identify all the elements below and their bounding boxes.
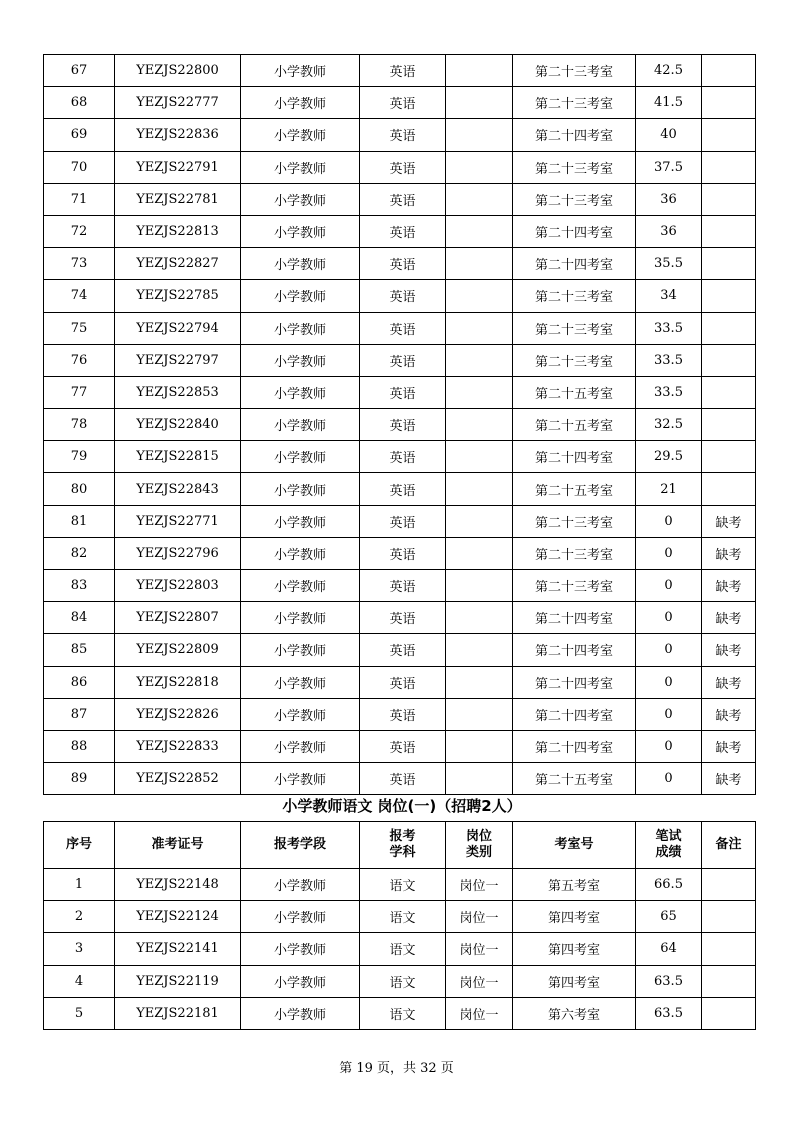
room-cell: 第四考室	[513, 901, 636, 933]
subject-cell: 英语	[360, 376, 446, 408]
exam-id-cell: YEZJS22809	[115, 634, 241, 666]
seq-cell: 85	[44, 634, 115, 666]
room-cell: 第四考室	[513, 965, 636, 997]
stage-cell: 小学教师	[241, 215, 360, 247]
room-cell: 第二十四考室	[513, 698, 636, 730]
exam-id-cell: YEZJS22852	[115, 763, 241, 795]
room-cell: 第四考室	[513, 933, 636, 965]
remark-cell	[702, 151, 756, 183]
table-row	[44, 933, 756, 965]
remark-cell	[702, 376, 756, 408]
post-type-cell	[446, 602, 513, 634]
remark-cell: 缺考	[702, 763, 756, 795]
subject-cell: 英语	[360, 344, 446, 376]
remark-cell: 缺考	[702, 730, 756, 762]
table-row	[44, 441, 756, 473]
subject-cell: 英语	[360, 119, 446, 151]
exam-id-cell: YEZJS22771	[115, 505, 241, 537]
exam-id-cell: YEZJS22781	[115, 183, 241, 215]
seq-cell: 81	[44, 505, 115, 537]
score-cell: 0	[636, 730, 702, 762]
post-type-cell: 岗位一	[446, 997, 513, 1029]
score-cell: 0	[636, 602, 702, 634]
subject-cell: 英语	[360, 312, 446, 344]
table-row	[44, 183, 756, 215]
score-cell: 35.5	[636, 248, 702, 280]
score-cell: 0	[636, 666, 702, 698]
room-cell: 第五考室	[513, 869, 636, 901]
exam-id-cell: YEZJS22800	[115, 55, 241, 87]
exam-id-cell: YEZJS22181	[115, 997, 241, 1029]
remark-cell: 缺考	[702, 666, 756, 698]
room-cell: 第二十三考室	[513, 344, 636, 376]
post-type-cell	[446, 280, 513, 312]
remark-cell	[702, 869, 756, 901]
room-cell: 第二十三考室	[513, 151, 636, 183]
score-table-english	[43, 54, 756, 795]
subject-cell: 语文	[360, 997, 446, 1029]
exam-id-cell: YEZJS22124	[115, 901, 241, 933]
table-row	[44, 869, 756, 901]
exam-id-cell: YEZJS22826	[115, 698, 241, 730]
remark-cell: 缺考	[702, 505, 756, 537]
table-row	[44, 409, 756, 441]
seq-cell: 79	[44, 441, 115, 473]
remark-cell	[702, 344, 756, 376]
remark-cell	[702, 183, 756, 215]
post-type-cell	[446, 666, 513, 698]
column-header: 岗位 类别	[446, 822, 513, 869]
table-row	[44, 151, 756, 183]
table-row	[44, 537, 756, 569]
remark-cell	[702, 215, 756, 247]
page-footer: 第 19 页，共 32 页	[339, 1061, 454, 1076]
stage-cell: 小学教师	[241, 997, 360, 1029]
score-cell: 37.5	[636, 151, 702, 183]
subject-cell: 英语	[360, 505, 446, 537]
table-row	[44, 730, 756, 762]
room-cell: 第二十四考室	[513, 248, 636, 280]
exam-id-cell: YEZJS22141	[115, 933, 241, 965]
remark-cell: 缺考	[702, 634, 756, 666]
score-cell: 34	[636, 280, 702, 312]
room-cell: 第二十四考室	[513, 634, 636, 666]
post-type-cell	[446, 570, 513, 602]
seq-cell: 89	[44, 763, 115, 795]
subject-cell: 英语	[360, 215, 446, 247]
seq-cell: 88	[44, 730, 115, 762]
score-cell: 64	[636, 933, 702, 965]
subject-cell: 语文	[360, 933, 446, 965]
room-cell: 第二十五考室	[513, 409, 636, 441]
stage-cell: 小学教师	[241, 901, 360, 933]
score-cell: 42.5	[636, 55, 702, 87]
room-cell: 第二十五考室	[513, 376, 636, 408]
stage-cell: 小学教师	[241, 280, 360, 312]
remark-cell	[702, 280, 756, 312]
exam-id-cell: YEZJS22785	[115, 280, 241, 312]
seq-cell: 67	[44, 55, 115, 87]
post-type-cell	[446, 441, 513, 473]
stage-cell: 小学教师	[241, 55, 360, 87]
room-cell: 第二十三考室	[513, 570, 636, 602]
table-row	[44, 634, 756, 666]
seq-cell: 75	[44, 312, 115, 344]
stage-cell: 小学教师	[241, 312, 360, 344]
table-row	[44, 570, 756, 602]
seq-cell: 78	[44, 409, 115, 441]
stage-cell: 小学教师	[241, 119, 360, 151]
subject-cell: 语文	[360, 965, 446, 997]
room-cell: 第二十三考室	[513, 55, 636, 87]
remark-cell	[702, 55, 756, 87]
seq-cell: 83	[44, 570, 115, 602]
table-row	[44, 248, 756, 280]
score-cell: 0	[636, 537, 702, 569]
seq-cell: 73	[44, 248, 115, 280]
room-cell: 第六考室	[513, 997, 636, 1029]
score-cell: 33.5	[636, 376, 702, 408]
exam-id-cell: YEZJS22833	[115, 730, 241, 762]
table-row	[44, 87, 756, 119]
post-type-cell	[446, 634, 513, 666]
subject-cell: 英语	[360, 634, 446, 666]
remark-cell	[702, 248, 756, 280]
post-type-cell	[446, 248, 513, 280]
table-row	[44, 215, 756, 247]
exam-id-cell: YEZJS22807	[115, 602, 241, 634]
table-row	[44, 473, 756, 505]
score-cell: 0	[636, 570, 702, 602]
exam-id-cell: YEZJS22797	[115, 344, 241, 376]
seq-cell: 68	[44, 87, 115, 119]
table-row	[44, 55, 756, 87]
exam-id-cell: YEZJS22818	[115, 666, 241, 698]
post-type-cell	[446, 312, 513, 344]
seq-cell: 76	[44, 344, 115, 376]
exam-id-cell: YEZJS22815	[115, 441, 241, 473]
subject-cell: 英语	[360, 473, 446, 505]
room-cell: 第二十五考室	[513, 763, 636, 795]
room-cell: 第二十五考室	[513, 473, 636, 505]
seq-cell: 80	[44, 473, 115, 505]
exam-id-cell: YEZJS22836	[115, 119, 241, 151]
score-cell: 0	[636, 634, 702, 666]
subject-cell: 英语	[360, 151, 446, 183]
seq-cell: 71	[44, 183, 115, 215]
seq-cell: 69	[44, 119, 115, 151]
stage-cell: 小学教师	[241, 666, 360, 698]
room-cell: 第二十四考室	[513, 602, 636, 634]
exam-id-cell: YEZJS22840	[115, 409, 241, 441]
stage-cell: 小学教师	[241, 376, 360, 408]
subject-cell: 英语	[360, 730, 446, 762]
stage-cell: 小学教师	[241, 409, 360, 441]
post-type-cell	[446, 151, 513, 183]
score-cell: 0	[636, 698, 702, 730]
post-type-cell	[446, 730, 513, 762]
exam-id-cell: YEZJS22843	[115, 473, 241, 505]
room-cell: 第二十四考室	[513, 119, 636, 151]
score-cell: 36	[636, 215, 702, 247]
exam-id-cell: YEZJS22777	[115, 87, 241, 119]
remark-cell	[702, 997, 756, 1029]
post-type-cell	[446, 505, 513, 537]
subject-cell: 英语	[360, 441, 446, 473]
remark-cell: 缺考	[702, 570, 756, 602]
post-type-cell	[446, 344, 513, 376]
subject-cell: 语文	[360, 901, 446, 933]
stage-cell: 小学教师	[241, 570, 360, 602]
subject-cell: 英语	[360, 280, 446, 312]
seq-cell: 82	[44, 537, 115, 569]
stage-cell: 小学教师	[241, 602, 360, 634]
column-header: 报考学段	[241, 822, 360, 869]
seq-cell: 4	[44, 965, 115, 997]
score-cell: 36	[636, 183, 702, 215]
post-type-cell	[446, 763, 513, 795]
seq-cell: 2	[44, 901, 115, 933]
table-row	[44, 997, 756, 1029]
table-row	[44, 344, 756, 376]
post-type-cell	[446, 376, 513, 408]
seq-cell: 77	[44, 376, 115, 408]
score-table-chinese	[43, 821, 756, 1030]
exam-id-cell: YEZJS22796	[115, 537, 241, 569]
subject-cell: 英语	[360, 409, 446, 441]
subject-cell: 英语	[360, 55, 446, 87]
column-header: 笔试 成绩	[636, 822, 702, 869]
column-header: 考室号	[513, 822, 636, 869]
score-cell: 33.5	[636, 312, 702, 344]
score-cell: 29.5	[636, 441, 702, 473]
remark-cell: 缺考	[702, 602, 756, 634]
table-row	[44, 312, 756, 344]
room-cell: 第二十三考室	[513, 312, 636, 344]
subject-cell: 英语	[360, 87, 446, 119]
stage-cell: 小学教师	[241, 869, 360, 901]
stage-cell: 小学教师	[241, 965, 360, 997]
post-type-cell	[446, 698, 513, 730]
subject-cell: 英语	[360, 666, 446, 698]
seq-cell: 86	[44, 666, 115, 698]
post-type-cell	[446, 119, 513, 151]
post-type-cell: 岗位一	[446, 965, 513, 997]
table-row	[44, 666, 756, 698]
exam-id-cell: YEZJS22148	[115, 869, 241, 901]
post-type-cell: 岗位一	[446, 869, 513, 901]
room-cell: 第二十四考室	[513, 215, 636, 247]
seq-cell: 87	[44, 698, 115, 730]
post-type-cell	[446, 87, 513, 119]
seq-cell: 1	[44, 869, 115, 901]
table-row	[44, 901, 756, 933]
score-cell: 63.5	[636, 997, 702, 1029]
exam-id-cell: YEZJS22791	[115, 151, 241, 183]
remark-cell	[702, 441, 756, 473]
seq-cell: 5	[44, 997, 115, 1029]
subject-cell: 英语	[360, 698, 446, 730]
seq-cell: 84	[44, 602, 115, 634]
stage-cell: 小学教师	[241, 183, 360, 215]
subject-cell: 英语	[360, 183, 446, 215]
exam-id-cell: YEZJS22803	[115, 570, 241, 602]
post-type-cell	[446, 215, 513, 247]
table-header-row	[44, 822, 756, 869]
subject-cell: 英语	[360, 248, 446, 280]
post-type-cell	[446, 183, 513, 215]
exam-id-cell: YEZJS22827	[115, 248, 241, 280]
stage-cell: 小学教师	[241, 87, 360, 119]
section-title: 小学教师语文 岗位(一)（招聘2人）	[282, 797, 522, 815]
remark-cell: 缺考	[702, 698, 756, 730]
stage-cell: 小学教师	[241, 537, 360, 569]
exam-id-cell: YEZJS22813	[115, 215, 241, 247]
post-type-cell	[446, 473, 513, 505]
column-header: 备注	[702, 822, 756, 869]
column-header: 序号	[44, 822, 115, 869]
score-cell: 63.5	[636, 965, 702, 997]
seq-cell: 70	[44, 151, 115, 183]
score-cell: 0	[636, 763, 702, 795]
room-cell: 第二十三考室	[513, 87, 636, 119]
remark-cell	[702, 87, 756, 119]
stage-cell: 小学教师	[241, 933, 360, 965]
score-cell: 65	[636, 901, 702, 933]
stage-cell: 小学教师	[241, 151, 360, 183]
exam-id-cell: YEZJS22794	[115, 312, 241, 344]
remark-cell	[702, 409, 756, 441]
room-cell: 第二十三考室	[513, 183, 636, 215]
remark-cell	[702, 312, 756, 344]
post-type-cell	[446, 537, 513, 569]
subject-cell: 英语	[360, 763, 446, 795]
remark-cell	[702, 119, 756, 151]
room-cell: 第二十三考室	[513, 280, 636, 312]
score-cell: 32.5	[636, 409, 702, 441]
table-row	[44, 119, 756, 151]
table-row	[44, 763, 756, 795]
column-header: 准考证号	[115, 822, 241, 869]
score-cell: 21	[636, 473, 702, 505]
remark-cell	[702, 965, 756, 997]
stage-cell: 小学教师	[241, 473, 360, 505]
table-row	[44, 698, 756, 730]
table-row	[44, 376, 756, 408]
post-type-cell	[446, 409, 513, 441]
stage-cell: 小学教师	[241, 698, 360, 730]
table-row	[44, 505, 756, 537]
stage-cell: 小学教师	[241, 344, 360, 376]
column-header: 报考 学科	[360, 822, 446, 869]
remark-cell: 缺考	[702, 537, 756, 569]
stage-cell: 小学教师	[241, 634, 360, 666]
score-cell: 33.5	[636, 344, 702, 376]
room-cell: 第二十四考室	[513, 441, 636, 473]
score-cell: 41.5	[636, 87, 702, 119]
stage-cell: 小学教师	[241, 441, 360, 473]
room-cell: 第二十四考室	[513, 666, 636, 698]
remark-cell	[702, 473, 756, 505]
seq-cell: 3	[44, 933, 115, 965]
score-cell: 66.5	[636, 869, 702, 901]
stage-cell: 小学教师	[241, 763, 360, 795]
room-cell: 第二十三考室	[513, 537, 636, 569]
table-row	[44, 965, 756, 997]
table-row	[44, 280, 756, 312]
subject-cell: 英语	[360, 570, 446, 602]
seq-cell: 72	[44, 215, 115, 247]
remark-cell	[702, 901, 756, 933]
room-cell: 第二十四考室	[513, 730, 636, 762]
stage-cell: 小学教师	[241, 248, 360, 280]
seq-cell: 74	[44, 280, 115, 312]
exam-id-cell: YEZJS22119	[115, 965, 241, 997]
score-cell: 0	[636, 505, 702, 537]
stage-cell: 小学教师	[241, 730, 360, 762]
remark-cell	[702, 933, 756, 965]
room-cell: 第二十三考室	[513, 505, 636, 537]
exam-id-cell: YEZJS22853	[115, 376, 241, 408]
post-type-cell: 岗位一	[446, 933, 513, 965]
subject-cell: 英语	[360, 537, 446, 569]
post-type-cell: 岗位一	[446, 901, 513, 933]
subject-cell: 英语	[360, 602, 446, 634]
table-row	[44, 602, 756, 634]
stage-cell: 小学教师	[241, 505, 360, 537]
score-cell: 40	[636, 119, 702, 151]
subject-cell: 语文	[360, 869, 446, 901]
post-type-cell	[446, 55, 513, 87]
